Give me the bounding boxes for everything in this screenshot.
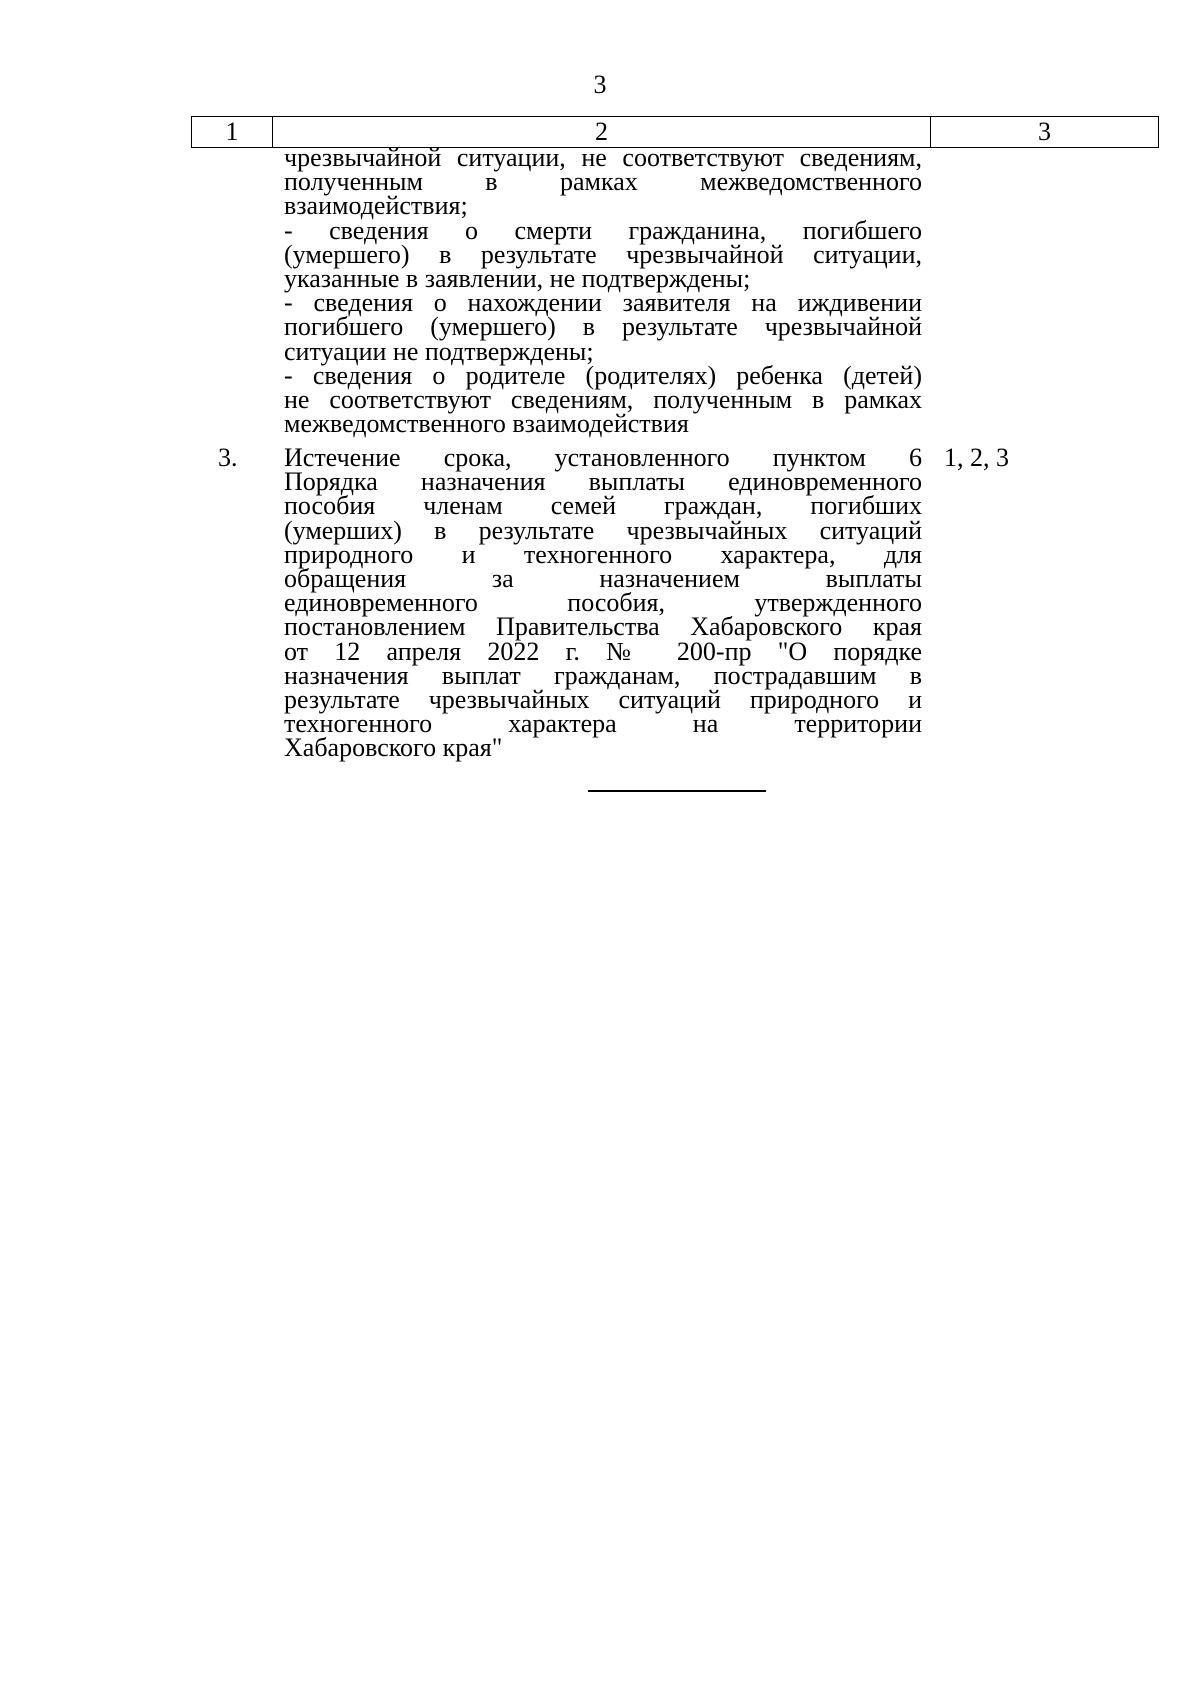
text-line: природного и техногенного характера, для xyxy=(284,539,922,569)
text-line: техногенного характера на территории xyxy=(284,709,922,739)
text-line: пособия членам семей граждан, погибших xyxy=(284,491,922,521)
text-line: взаимодействия; xyxy=(284,191,468,221)
text-line: Истечение срока, установленного пунктом 6 xyxy=(284,443,922,472)
text-line: единовременного пособия, утвержденного xyxy=(284,588,922,618)
text-line: постановлением Правительства Хабаровского края xyxy=(284,612,922,642)
text-line: межведомственного взаимодействия xyxy=(284,409,689,439)
text-line: обращения за назначением выплаты xyxy=(284,564,922,594)
text-line: - сведения о родителе (родителях) ребенка (детей) xyxy=(284,360,922,390)
text-line: чрезвычайной ситуации, не соответствуют сведениям, xyxy=(284,143,922,172)
end-divider-line xyxy=(588,790,766,792)
text-line: от 12 апреля 2022 г. № 200-пр "О порядке xyxy=(284,636,922,666)
text-line: - сведения о смерти гражданина, погибшего xyxy=(284,215,922,245)
text-line: (умерших) в результате чрезвычайных ситуаций xyxy=(284,515,922,545)
text-line: (умершего) в результате чрезвычайной ситуации, xyxy=(284,239,922,269)
text-line: - сведения о нахождении заявителя на иждивении xyxy=(284,288,922,318)
text-line: полученным в рамках межведомственного xyxy=(284,167,922,197)
text-line: назначения выплат гражданам, пострадавшим в xyxy=(284,660,922,690)
row-3-text xyxy=(284,443,922,763)
text-line: результате чрезвычайных ситуаций природного и xyxy=(284,685,922,715)
text-line: ситуации не подтверждены; xyxy=(284,336,594,366)
row-reference: 1, 2, 3 xyxy=(944,443,1009,472)
column-header-2: 2 xyxy=(273,117,931,148)
column-header-1: 1 xyxy=(192,117,273,148)
row-number: 3. xyxy=(218,443,238,472)
text-line: Хабаровского края" xyxy=(284,733,503,763)
text-line: не соответствуют сведениям, полученным в рамках xyxy=(284,385,922,415)
page-number: 3 xyxy=(593,70,607,99)
continuation-text xyxy=(284,143,922,439)
text-line: Порядка назначения выплаты единовременного xyxy=(284,467,922,497)
text-line: указанные в заявлении, не подтверждены; xyxy=(284,264,751,294)
column-header-3: 3 xyxy=(931,117,1159,148)
text-line: погибшего (умершего) в результате чрезвычайной xyxy=(284,312,922,342)
